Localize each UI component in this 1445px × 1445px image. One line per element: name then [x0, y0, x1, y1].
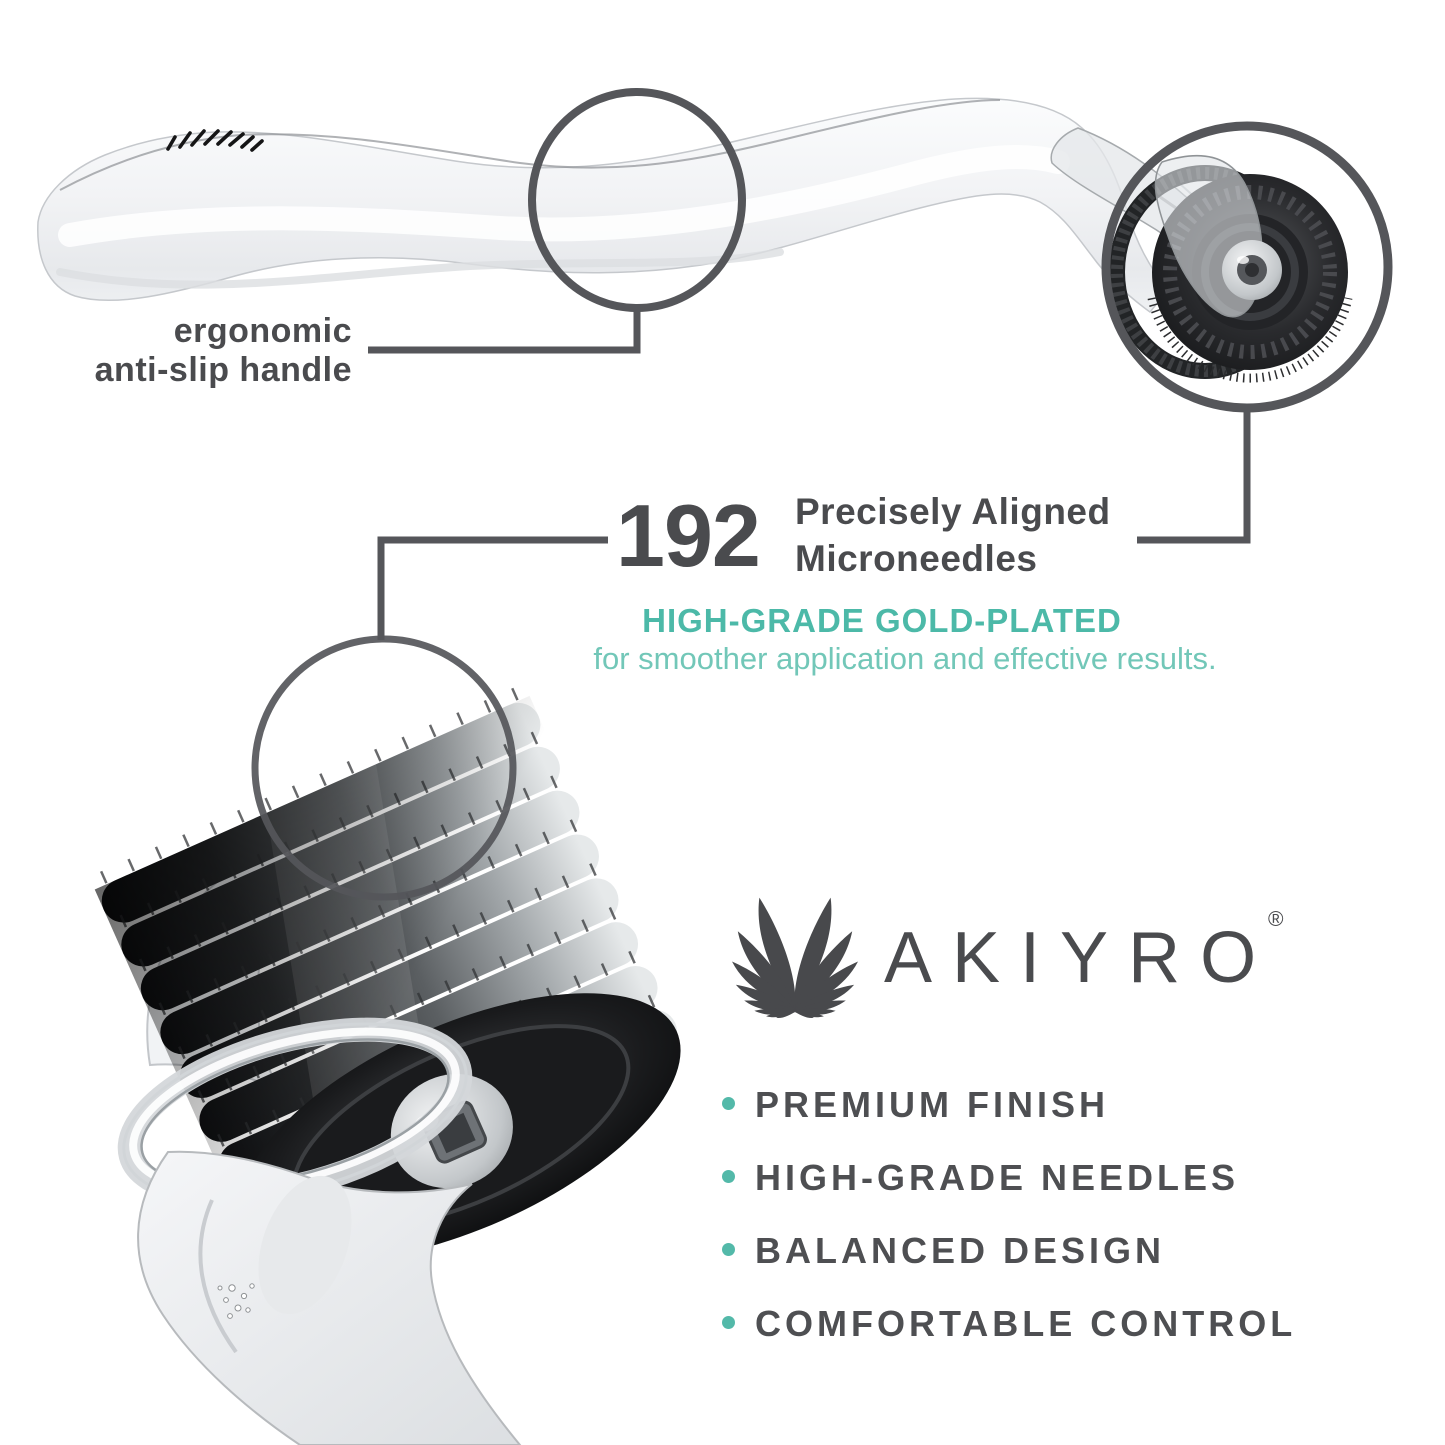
bullet-label: PREMIUM FINISH	[755, 1084, 1110, 1125]
list-item	[722, 1303, 1297, 1379]
list-item	[722, 1084, 1296, 1160]
list-item	[722, 1157, 1296, 1233]
brand-wing-icon	[729, 894, 862, 1019]
feature-bullet-list	[722, 1084, 1297, 1379]
feature-title-line1: Precisely Aligned	[795, 491, 1111, 532]
brand-lockup	[884, 918, 1277, 998]
bullet-dot-icon	[722, 1243, 735, 1256]
feature-title	[795, 488, 1111, 582]
bullet-dot-icon	[722, 1097, 735, 1110]
brand-name: AKIYRO	[884, 918, 1277, 998]
list-item	[722, 1230, 1296, 1306]
bullet-label: BALANCED DESIGN	[755, 1230, 1166, 1271]
handle-callout-line1: ergonomic	[173, 312, 352, 350]
bullet-label: COMFORTABLE CONTROL	[755, 1303, 1297, 1344]
feature-highlight: HIGH-GRADE GOLD-PLATED	[642, 602, 1122, 639]
callout-line-wheel	[1137, 408, 1247, 540]
feature-title-line2: Microneedles	[795, 538, 1038, 579]
registered-trademark-symbol: ®	[1268, 908, 1284, 931]
handle-body	[38, 98, 1168, 312]
handle-callout-label	[95, 312, 352, 390]
bullet-dot-icon	[722, 1170, 735, 1183]
handle-callout-line2: anti-slip handle	[94, 351, 352, 389]
bullet-dot-icon	[722, 1316, 735, 1329]
roller-closeup-photo	[85, 680, 724, 1445]
needle-count: 192	[616, 486, 760, 585]
feature-subtitle: for smoother application and effective results.	[593, 641, 1217, 676]
bullet-label: HIGH-GRADE NEEDLES	[755, 1157, 1240, 1198]
callout-line-handle	[368, 308, 637, 350]
